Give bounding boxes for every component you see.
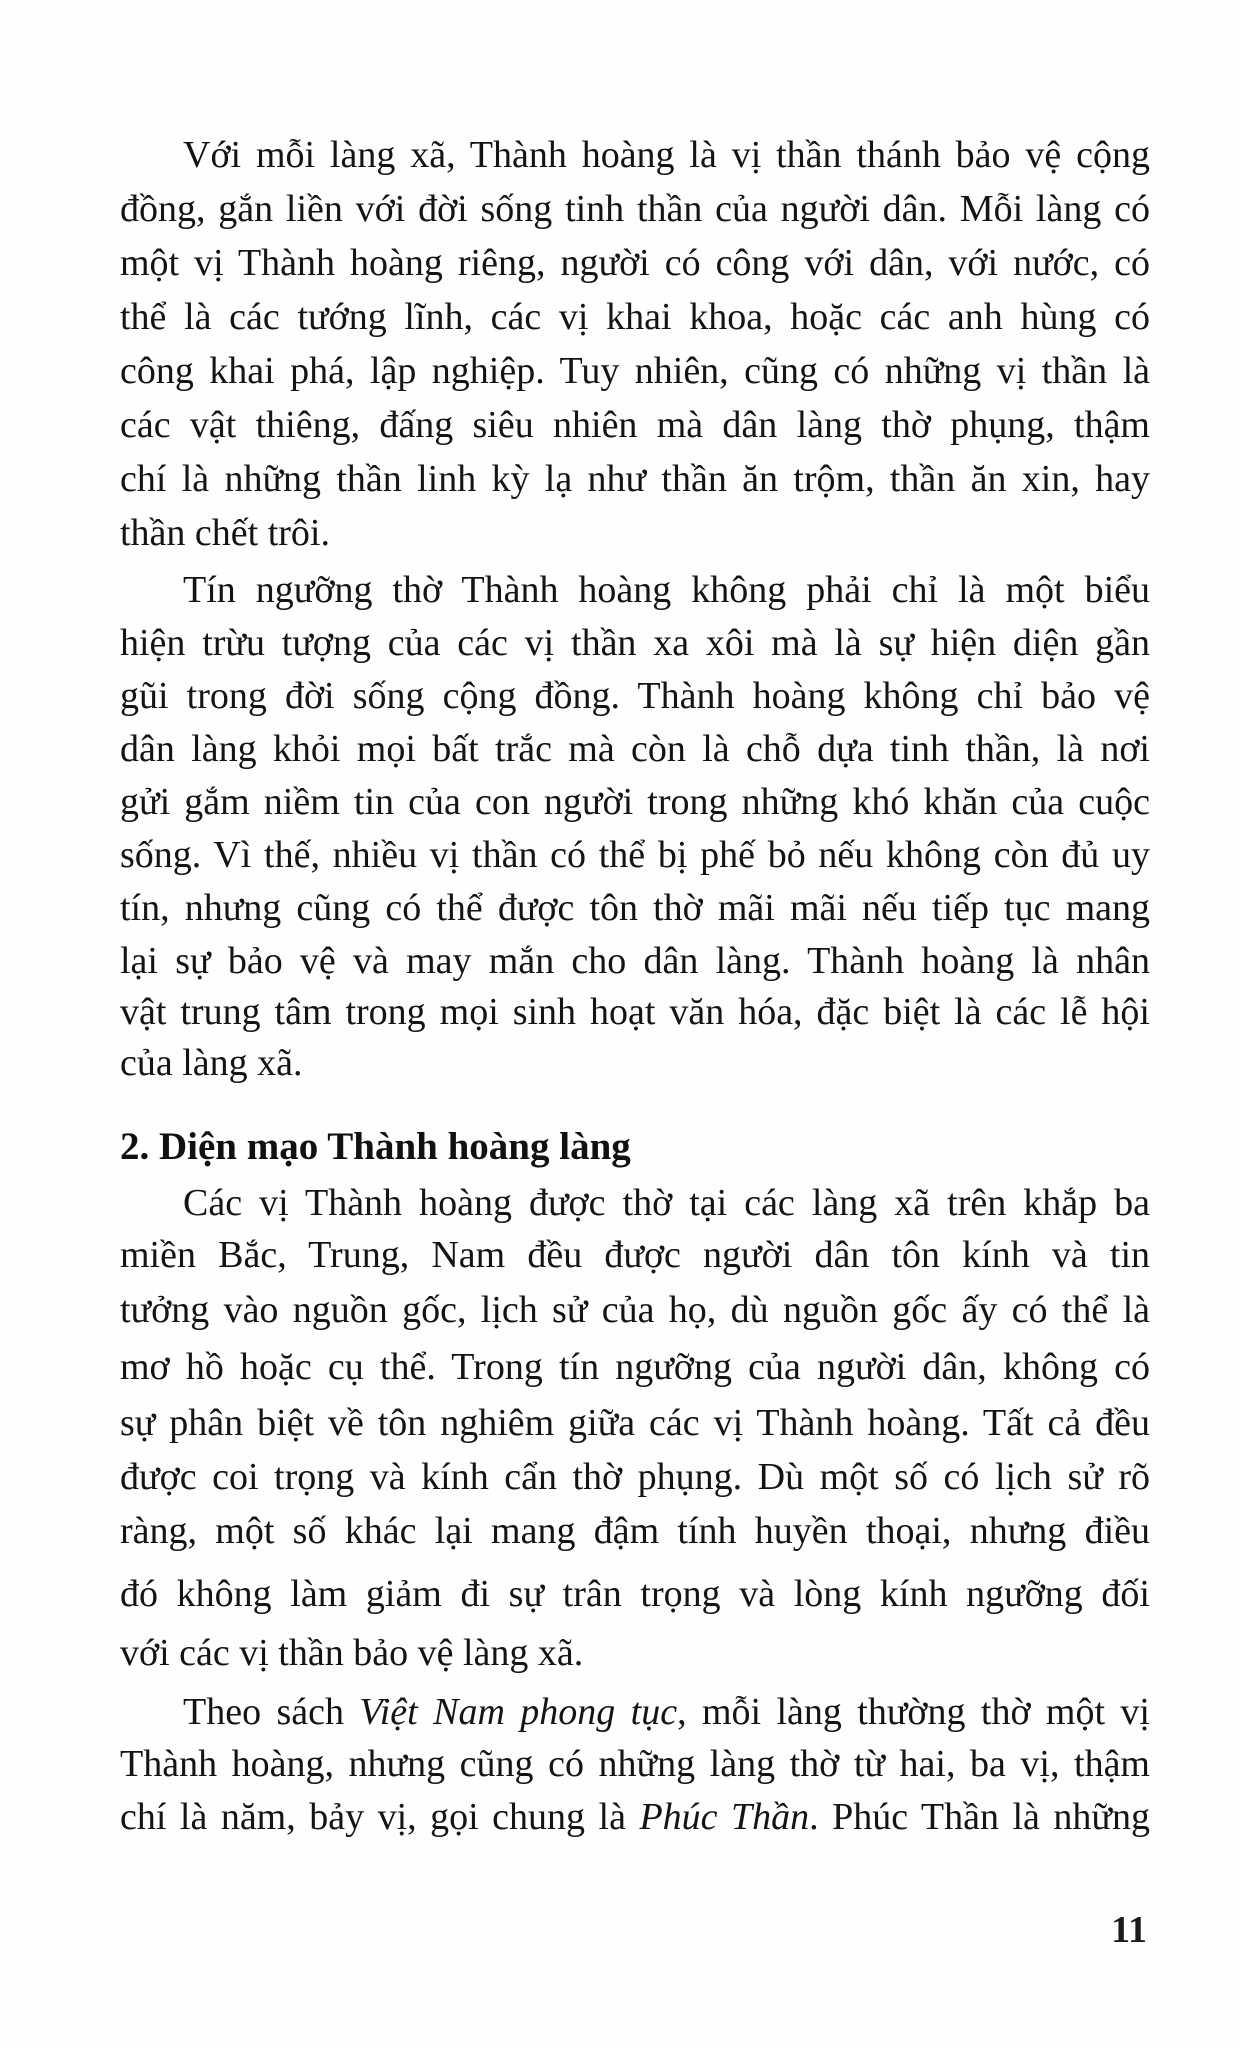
term-italic: Phúc Thần <box>639 1796 810 1838</box>
text-line: vật trung tâm trong mọi sinh hoạt văn hóa, đặc biệt là các lễ hội <box>120 991 1150 1033</box>
text-line: sống. Vì thế, nhiều vị thần có thể bị phế bỏ nếu không còn đủ uy <box>120 834 1150 876</box>
text-run: Theo sách <box>183 1691 360 1733</box>
text-line: gửi gắm niềm tin của con người trong những khó khăn của cuộc <box>120 781 1150 823</box>
page-number: 11 <box>1111 1909 1147 1951</box>
text-line: ràng, một số khác lại mang đậm tính huyền thoại, nhưng điều <box>120 1510 1150 1552</box>
text-line <box>120 1790 1150 1844</box>
text-line: Các vị Thành hoàng được thờ tại các làng xã trên khắp ba <box>183 1182 1150 1224</box>
text-line: các vật thiêng, đấng siêu nhiên mà dân làng thờ phụng, thậm <box>120 404 1150 446</box>
text-line: hiện trừu tượng của các vị thần xa xôi mà là sự hiện diện gần <box>120 622 1150 664</box>
text-line: gũi trong đời sống cộng đồng. Thành hoàng không chỉ bảo vệ <box>120 675 1150 717</box>
text-line: của làng xã. <box>120 1042 303 1084</box>
text-line: đó không làm giảm đi sự trân trọng và lòng kính ngưỡng đối <box>120 1573 1150 1615</box>
text-line: được coi trọng và kính cẩn thờ phụng. Dù một số có lịch sử rõ <box>120 1456 1150 1498</box>
text-line: đồng, gắn liền với đời sống tinh thần của người dân. Mỗi làng có <box>120 188 1150 230</box>
text-line: tưởng vào nguồn gốc, lịch sử của họ, dù nguồn gốc ấy có thể là <box>120 1289 1150 1331</box>
book-title-italic: Việt Nam phong tục <box>359 1691 678 1733</box>
text-line: mơ hồ hoặc cụ thể. Trong tín ngưỡng của người dân, không có <box>120 1346 1150 1388</box>
text-run: . Phúc Thần là những <box>809 1796 1150 1838</box>
text-line: Thành hoàng, nhưng cũng có những làng thờ từ hai, ba vị, thậm <box>120 1743 1150 1785</box>
text-line: tín, nhưng cũng có thể được tôn thờ mãi mãi nếu tiếp tục mang <box>120 887 1150 929</box>
text-run: chí là năm, bảy vị, gọi chung là <box>120 1796 640 1838</box>
text-line: lại sự bảo vệ và may mắn cho dân làng. Thành hoàng là nhân <box>120 940 1150 982</box>
text-line: sự phân biệt về tôn nghiêm giữa các vị Thành hoàng. Tất cả đều <box>120 1402 1150 1444</box>
section-heading: 2. Diện mạo Thành hoàng làng <box>120 1125 631 1168</box>
text-run: , mỗi làng thường thờ một vị <box>677 1691 1150 1733</box>
text-line: với các vị thần bảo vệ làng xã. <box>120 1632 584 1674</box>
text-line: thể là các tướng lĩnh, các vị khai khoa, hoặc các anh hùng có <box>120 296 1150 338</box>
text-line: miền Bắc, Trung, Nam đều được người dân tôn kính và tin <box>120 1234 1150 1276</box>
text-line <box>183 1685 1150 1739</box>
text-line: Với mỗi làng xã, Thành hoàng là vị thần thánh bảo vệ cộng <box>183 134 1150 176</box>
text-line: thần chết trôi. <box>120 512 330 554</box>
text-line: dân làng khỏi mọi bất trắc mà còn là chỗ dựa tinh thần, là nơi <box>120 728 1150 770</box>
text-line: công khai phá, lập nghiệp. Tuy nhiên, cũng có những vị thần là <box>120 350 1150 392</box>
text-line: Tín ngưỡng thờ Thành hoàng không phải chỉ là một biểu <box>183 569 1150 611</box>
text-line: một vị Thành hoàng riêng, người có công với dân, với nước, có <box>120 242 1150 284</box>
text-line: chí là những thần linh kỳ lạ như thần ăn trộm, thần ăn xin, hay <box>120 458 1150 500</box>
